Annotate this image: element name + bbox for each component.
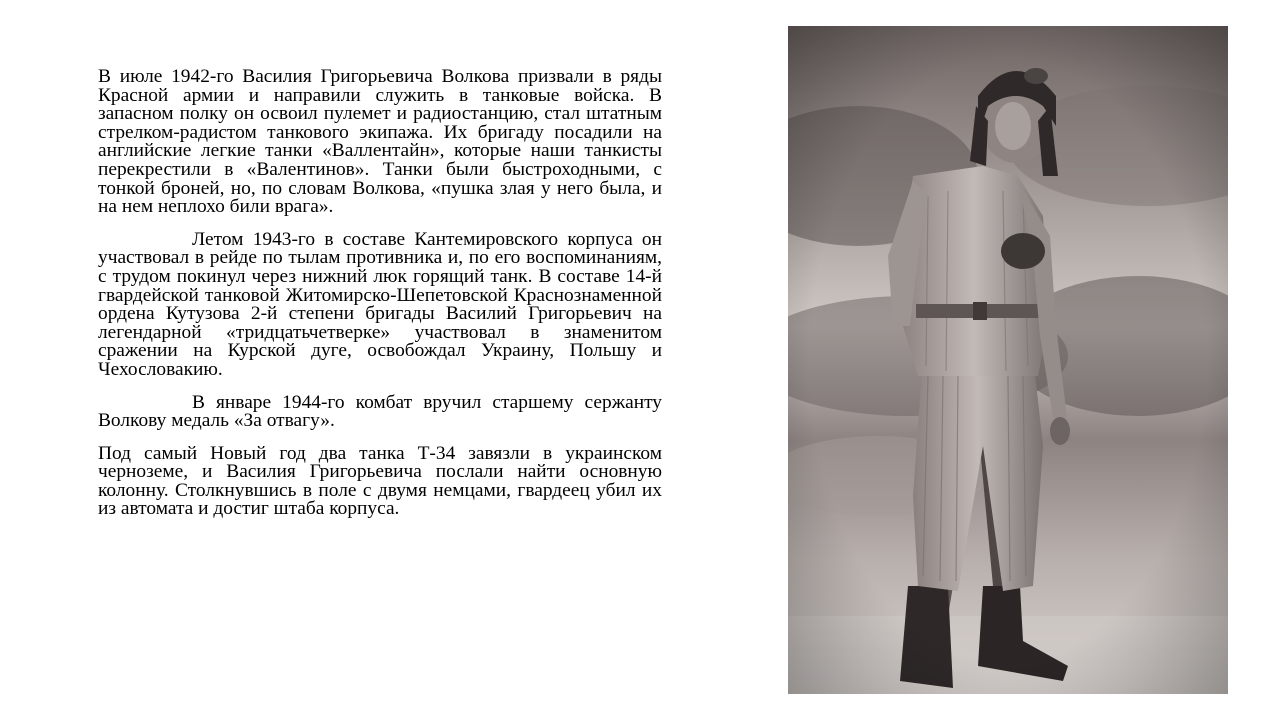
portrait-image bbox=[788, 26, 1228, 694]
paragraph-4: Под самый Новый год два танка Т-34 завязли в украинском черноземе, и Василия Григорьевича послали найти основную колонну. Столкнувшись в поле с двумя немцами, гвардеец убил их из автомата и достиг штаба корпуса. bbox=[98, 442, 662, 520]
soldier-portrait-photo bbox=[788, 26, 1228, 694]
paragraph-1: В июле 1942-го Василия Григорьевича Волкова призвали в ряды Красной армии и направили служить в танковые войска. В запасном полку он освоил пулемет и радиостанцию, стал штатным стрелком-радистом танкового экипажа. Их бригаду посадили на английские легкие танки «Валлентайн», которые наши танкисты перекрестили в «Валентинов». Танки были быстроходными, с тонкой броней, но, по словам Волкова, «пушка злая у него была, и на нем неплохо били врага». bbox=[98, 66, 662, 218]
paragraph-3: В январе 1944-го комбат вручил старшему сержанту Волкову медаль «За отвагу». bbox=[98, 391, 662, 432]
paragraph-2: Летом 1943-го в составе Кантемировского корпуса он участвовал в рейде по тылам противника и, по его воспоминаниям, с трудом покинул через нижний люк горящий танк. В составе 14-й гвардейской танковой Житомирско-Шепетовской Краснознаменной ордена Кутузова 2-й степени бригады Василий Григорьевич на легендарной «тридцатьчетверке» участвовал в знаменитом сражении на Курской дуге, освобождал Украину, Польшу и Чехословакию. bbox=[98, 228, 662, 380]
biography-text bbox=[98, 68, 662, 533]
